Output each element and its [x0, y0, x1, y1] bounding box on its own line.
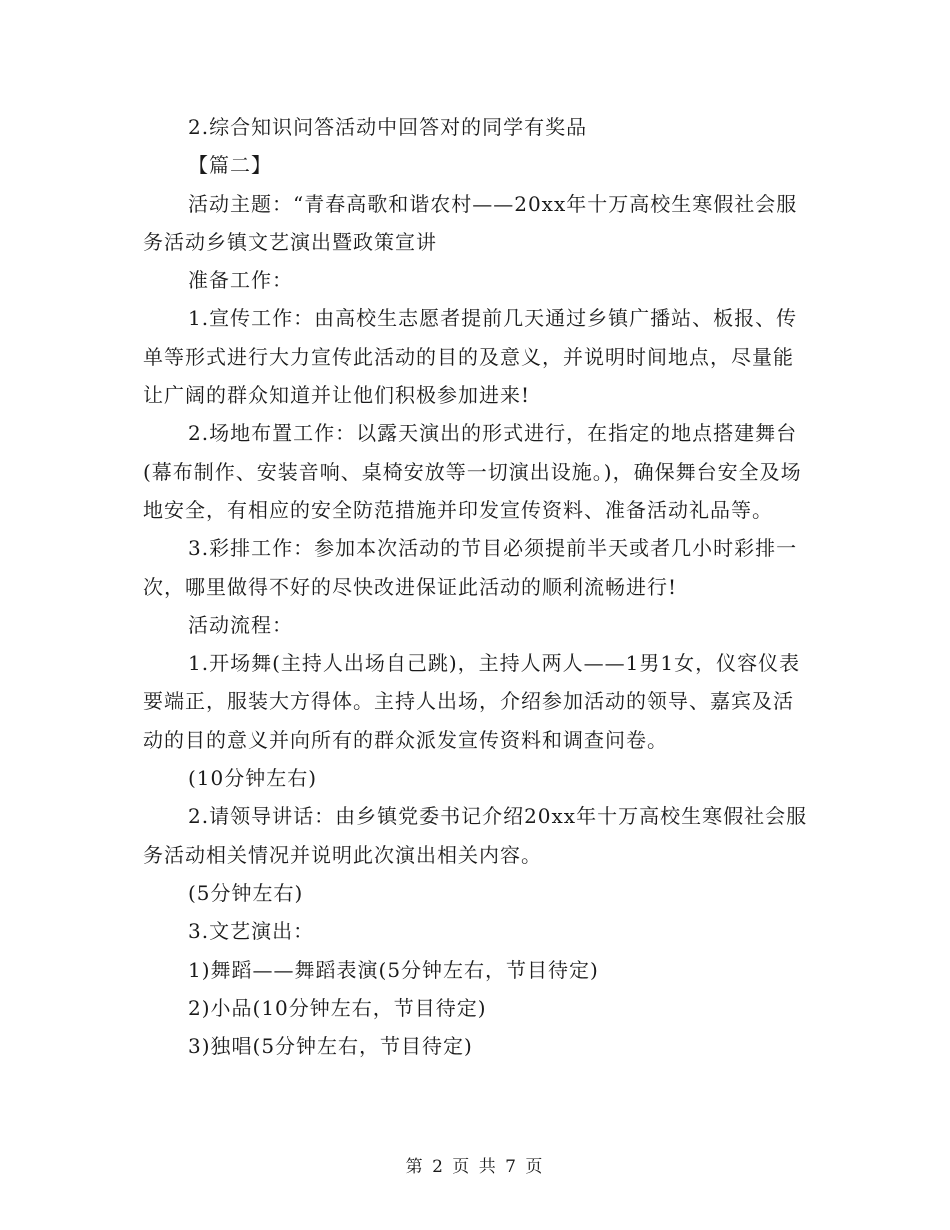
paragraph: (10分钟左右)	[188, 766, 318, 791]
document-body	[143, 108, 808, 1065]
page-footer	[0, 1152, 950, 1177]
paragraph: 2)小品(10分钟左右，节目待定)	[188, 995, 487, 1020]
paragraph: 2.综合知识问答活动中回答对的同学有奖品	[188, 115, 588, 139]
paragraph: (5分钟左右)	[188, 880, 304, 905]
section-heading: 【篇二】	[188, 153, 272, 178]
paragraph: 准备工作：	[188, 268, 293, 293]
paragraph: 2.场地布置工作：以露天演出的形式进行，在指定的地点搭建舞台(幕布制作、安装音响、桌椅安放等一切演出设施。)，确保舞台安全及场地安全，有相应的安全防范措施并印发宣传资料、准备活动礼品等。	[143, 421, 802, 522]
paragraph: 1.开场舞(主持人出场自己跳)，主持人两人——1男1女，仪容仪表要端正，服装大方得体。主持人出场，介绍参加活动的领导、嘉宾及活动的目的意义并向所有的群众派发宣传资料和调查问卷。	[143, 651, 801, 752]
paragraph: 1.宣传工作：由高校生志愿者提前几天通过乡镇广播站、板报、传单等形式进行大力宣传此活动的目的及意义，并说明时间地点，尽量能让广阔的群众知道并让他们积极参加进来!	[143, 306, 798, 408]
paragraph: 1)舞蹈——舞蹈表演(5分钟左右，节目待定)	[188, 957, 599, 982]
paragraph: 2.请领导讲话：由乡镇党委书记介绍20xx年十万高校生寒假社会服务活动相关情况并说明此次演出相关内容。	[143, 804, 808, 867]
paragraph: 活动主题：“青春高歌和谐农村——20xx年十万高校生寒假社会服务活动乡镇文艺演出暨政策宣讲	[143, 191, 798, 254]
paragraph: 3)独唱(5分钟左右，节目待定)	[188, 1034, 473, 1059]
paragraph: 3.文艺演出：	[188, 919, 315, 944]
paragraph: 活动流程：	[188, 612, 293, 637]
page-number-label: 第 2 页 共 7 页	[405, 1157, 545, 1177]
paragraph: 3.彩排工作：参加本次活动的节目必须提前半天或者几小时彩排一次，哪里做得不好的尽快改进保证此活动的顺利流畅进行!	[143, 536, 798, 599]
